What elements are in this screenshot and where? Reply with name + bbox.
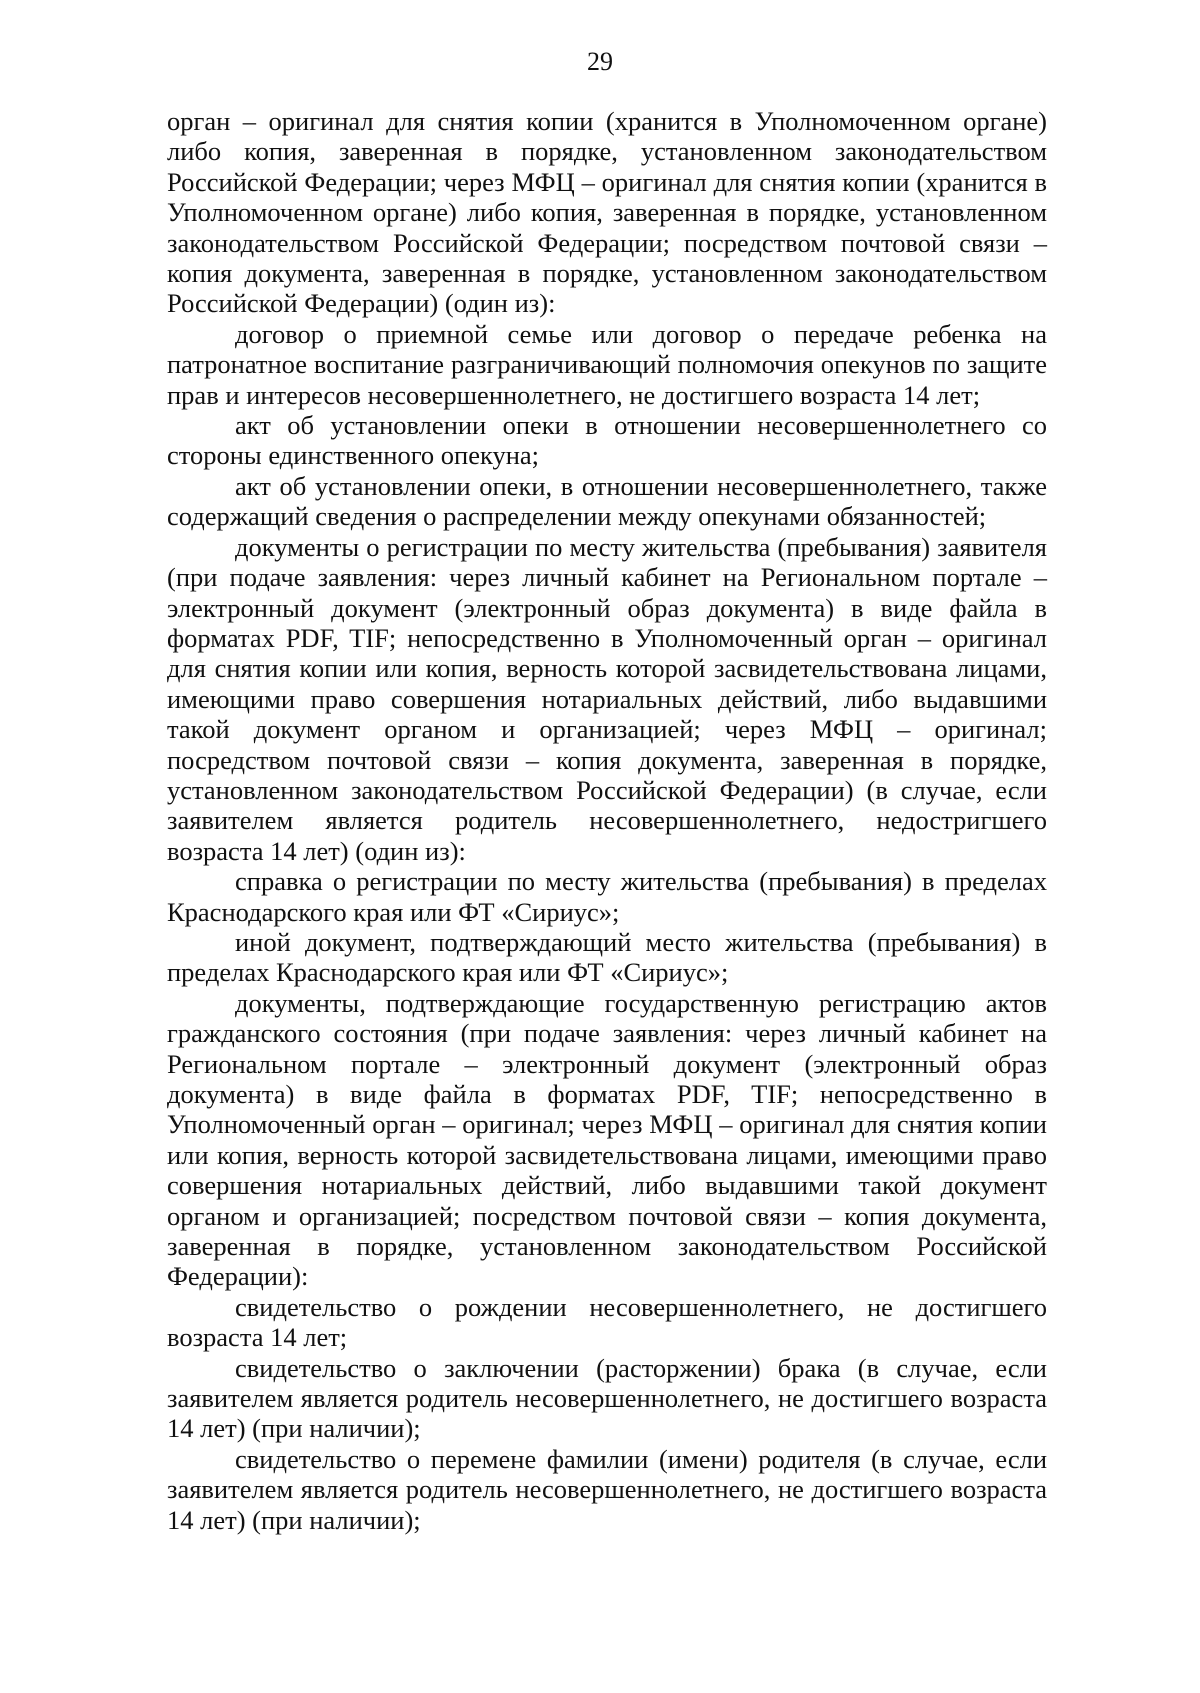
paragraph-sole-guardian-act: акт об установлении опеки в отношении несовершеннолетнего со стороны единственного опекуна; [167, 410, 1047, 471]
paragraph-guardians-duties-act: акт об установлении опеки, в отношении несовершеннолетнего, также содержащий сведения о распределении между опекунами обязанностей; [167, 470, 1047, 532]
paragraph-birth-certificate: свидетельство о рождении несовершеннолетнего, не достигшего возраста 14 лет; [167, 1291, 1047, 1353]
paragraph-registration-certificate: справка о регистрации по месту жительства (пребывания) в пределах Краснодарского края или ФТ «Сириус»; [167, 866, 1047, 927]
paragraph-submission-methods: орган – оригинал для снятия копии (хранится в Уполномоченном органе) либо копия, заверенная в порядке, установленном законодательством Российской Федерации; через МФЦ – оригинал для снятия копии (хранится в Уполномоченном органе) либо копия, заверенная в порядке, установленном законодательством Российской Федерации; посредством почтовой связи – копия документа, заверенная в порядке, установленном законодательством Российской Федерации) (один из): [167, 106, 1047, 319]
paragraph-name-change-certificate: свидетельство о перемене фамилии (имени) родителя (в случае, если заявителем является родитель несовершеннолетнего, не достигшего возраста 14 лет) (при наличии); [167, 1443, 1047, 1535]
document-body [167, 106, 1047, 1535]
paragraph-other-residence-document: иной документ, подтверждающий место жительства (пребывания) в пределах Краснодарского края или ФТ «Сириус»; [167, 926, 1047, 988]
paragraph-marriage-certificate: свидетельство о заключении (расторжении) брака (в случае, если заявителем является родитель несовершеннолетнего, не достигшего возраста 14 лет) (при наличии); [167, 1352, 1047, 1444]
paragraph-registration-documents: документы о регистрации по месту жительства (пребывания) заявителя (при подаче заявления: через личный кабинет на Региональном портале – электронный документ (электронный образ документа) в виде файла в форматах PDF, TIF; непосредственно в Уполномоченный орган – оригинал для снятия копии или копия, верность которой засвидетельствована лицами, имеющими право совершения нотариальных действий, либо выдавшими такой документ органом и организацией; через МФЦ – оригинал; посредством почтовой связи – копия документа, заверенная в порядке, установленном законодательством Российской Федерации) (в случае, если заявителем является родитель несовершеннолетнего, недостригшего возраста 14 лет) (один из): [167, 531, 1047, 866]
paragraph-civil-status-documents: документы, подтверждающие государственную регистрацию актов гражданского состояния (при подаче заявления: через личный кабинет на Региональном портале – электронный документ (электронный образ документа) в виде файла в форматах PDF, TIF; непосредственно в Уполномоченный орган – оригинал; через МФЦ – оригинал для снятия копии или копия, верность которой засвидетельствована лицами, имеющими право совершения нотариальных действий, либо выдавшими такой документ органом и организацией; посредством почтовой связи – копия документа, заверенная в порядке, установленном законодательством Российской Федерации): [167, 987, 1047, 1292]
page-number: 29 [587, 47, 613, 76]
paragraph-foster-family-contract: договор о приемной семье или договор о передаче ребенка на патронатное воспитание разграничивающий полномочия опекунов по защите прав и интересов несовершеннолетнего, не достигшего возраста 14 лет; [167, 318, 1047, 410]
